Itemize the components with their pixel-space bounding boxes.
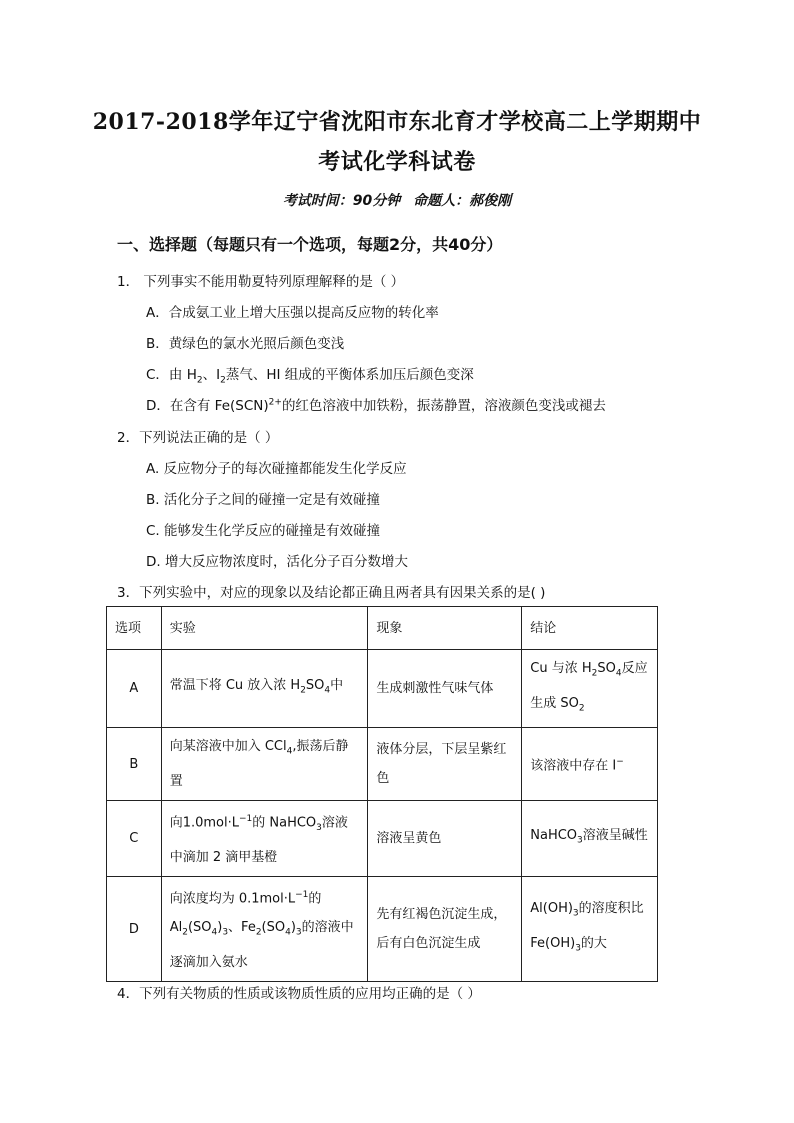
table-row bbox=[107, 728, 658, 801]
row-d-option: D bbox=[107, 877, 162, 982]
table-row bbox=[107, 877, 658, 982]
exam-author: 命题人：郝俊刚 bbox=[413, 193, 512, 209]
header-experiment: 实验 bbox=[161, 607, 368, 650]
row-d-conclusion: $Al(OH)_3$的溶度积比 $Fe(OH)_3$的大 bbox=[522, 877, 658, 982]
experiment-table bbox=[106, 606, 658, 982]
table-row bbox=[107, 650, 658, 728]
question-2-option-b: B. 活化分子之间的碰撞一定是有效碰撞 bbox=[146, 492, 380, 508]
header-conclusion: 结论 bbox=[522, 607, 658, 650]
header-option: 选项 bbox=[107, 607, 162, 650]
question-2-option-c: C. 能够发生化学反应的碰撞是有效碰撞 bbox=[146, 523, 381, 539]
question-2-option-a: A. 反应物分子的每次碰撞都能发生化学反应 bbox=[146, 461, 407, 477]
row-a-conclusion: Cu 与浓 $H_2SO_4$反应生成 $SO_2$ bbox=[522, 650, 658, 728]
header-phenomenon: 现象 bbox=[368, 607, 522, 650]
question-1-option-b: B．黄绿色的氯水光照后颜色变浅 bbox=[146, 336, 345, 352]
page-title-line2: 考试化学科试卷 bbox=[318, 149, 476, 175]
row-a-phenomenon: 生成刺激性气味气体 bbox=[368, 650, 522, 728]
row-d-phenomenon: 先有红褐色沉淀生成，后有白色沉淀生成 bbox=[368, 877, 522, 982]
row-a-option: A bbox=[107, 650, 162, 728]
row-a-experiment: 常温下将 Cu 放入浓 $H_2SO_4$中 bbox=[161, 650, 368, 728]
question-2-stem: 2．下列说法正确的是（ ） bbox=[117, 430, 279, 446]
row-b-phenomenon: 液体分层，下层呈紫红色 bbox=[368, 728, 522, 801]
question-2-option-d: D. 增大反应物浓度时，活化分子百分数增大 bbox=[146, 554, 408, 570]
question-1-stem: 1． 下列事实不能用勒夏特列原理解释的是（ ） bbox=[117, 274, 405, 290]
question-3-stem: 3．下列实验中，对应的现象以及结论都正确且两者具有因果关系的是( ) bbox=[117, 585, 546, 601]
table-header-row bbox=[107, 607, 658, 650]
exam-meta bbox=[0, 190, 794, 210]
row-d-experiment: 向浓度均为 $0.1mol\cdot L^{-1}$的 $Al_2(SO_4)_3$、$Fe_2(SO_4)_3$的溶液中逐滴加入氨水 bbox=[161, 877, 368, 982]
row-c-option: C bbox=[107, 801, 162, 877]
question-1-option-a: A．合成氨工业上增大压强以提高反应物的转化率 bbox=[146, 305, 439, 321]
row-c-conclusion: NaHCO$_3$溶液呈碱性 bbox=[522, 801, 658, 877]
question-4-stem: 4．下列有关物质的性质或该物质性质的应用均正确的是（ ） bbox=[117, 986, 481, 1002]
row-c-experiment: 向$1.0mol\cdot L^{-1}$的 NaHCO$_3$溶液中滴加 2 滴甲基橙 bbox=[161, 801, 368, 877]
row-b-option: B bbox=[107, 728, 162, 801]
page-title-line1: 2017-2018学年辽宁省沈阳市东北育才学校高二上学期期中 bbox=[92, 109, 702, 135]
section-heading: 一、选择题（每题只有一个选项，每题2分，共40分） bbox=[117, 235, 503, 254]
row-b-conclusion: 该溶液中存在 I− bbox=[522, 728, 658, 801]
exam-time: 考试时间：90分钟 bbox=[282, 193, 401, 209]
table-row bbox=[107, 801, 658, 877]
question-1-option-d: D．在含有 Fe(SCN)$^{2+}$的红色溶液中加铁粉，振荡静置，溶液颜色变浅或褪去 bbox=[146, 397, 606, 414]
row-c-phenomenon: 溶液呈黄色 bbox=[368, 801, 522, 877]
question-1-option-c: C．由 $H_2$、$I_2$蒸气、HI 组成的平衡体系加压后颜色变深 bbox=[146, 367, 474, 386]
row-b-experiment: 向某溶液中加入 CCl$_4$,振荡后静置 bbox=[161, 728, 368, 801]
